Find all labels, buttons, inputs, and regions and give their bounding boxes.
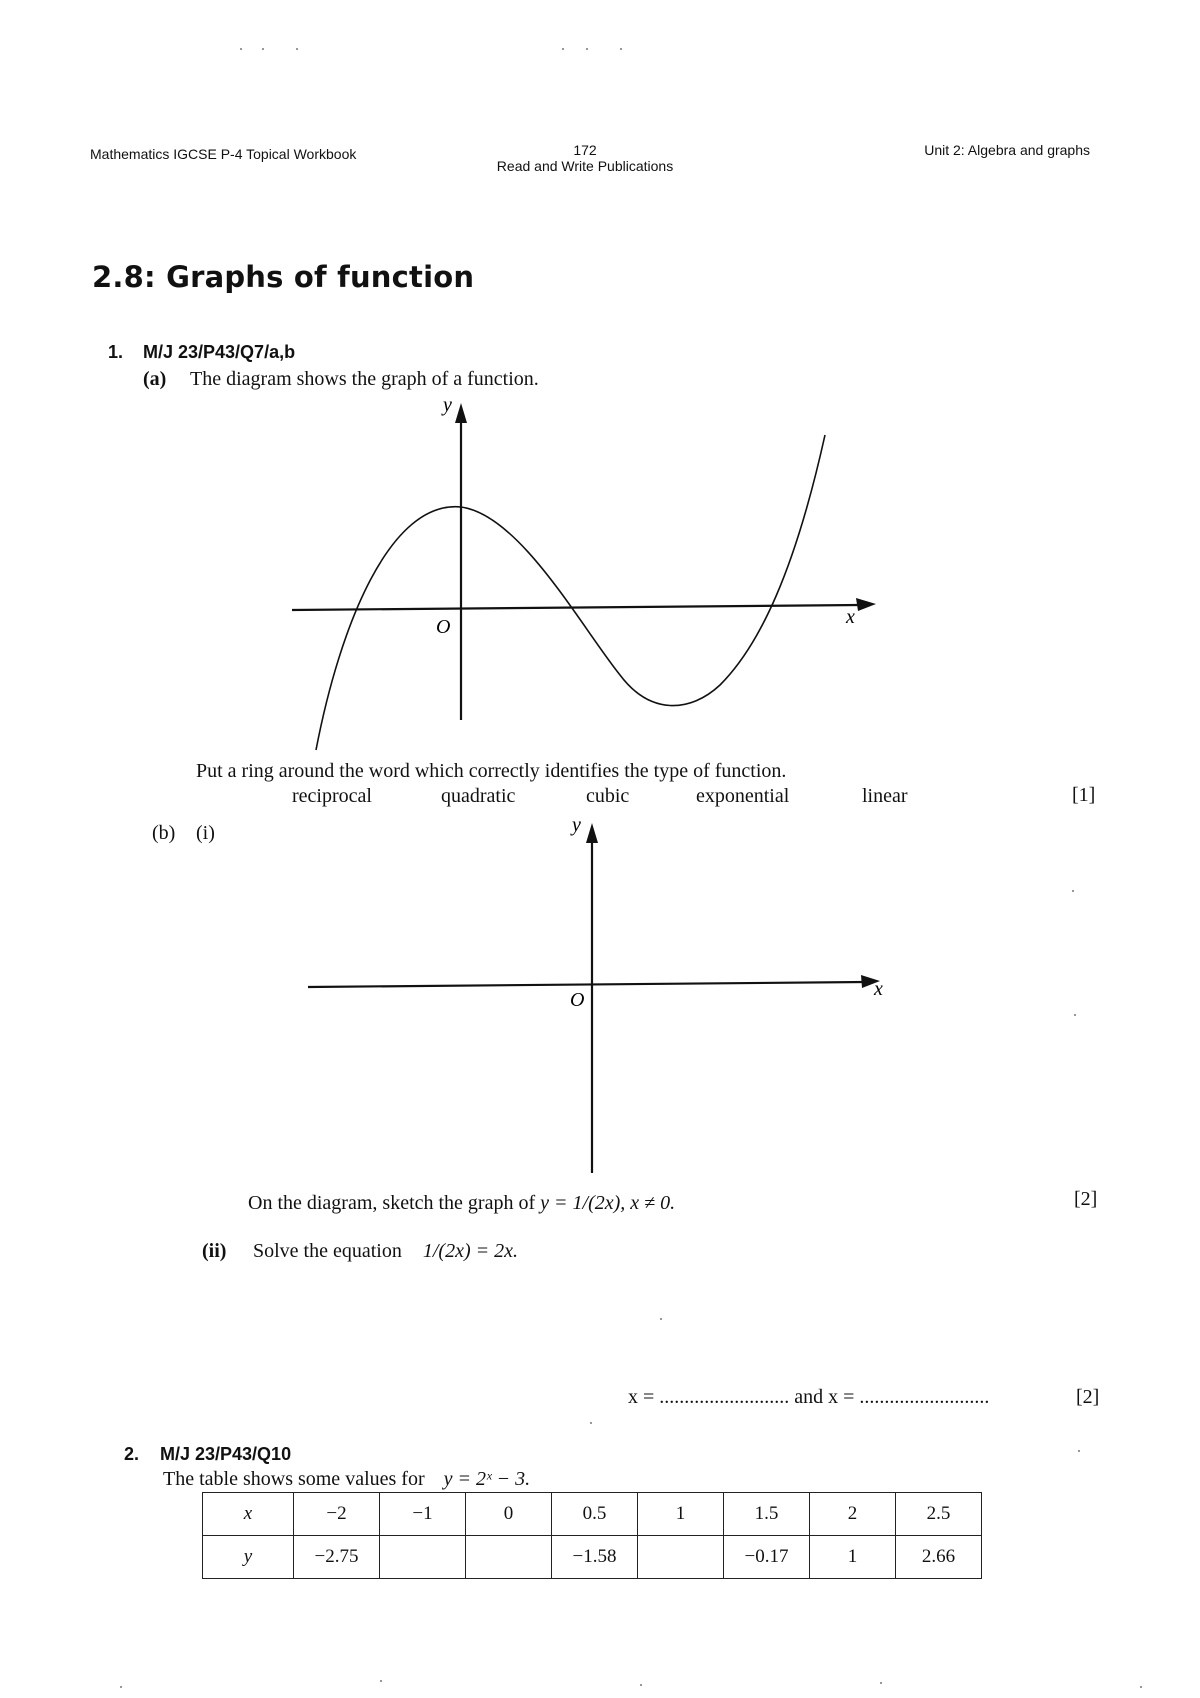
scan-speck (296, 48, 298, 50)
q1-part-a-text: The diagram shows the graph of a function. (190, 368, 539, 390)
q1-part-a-label: (a) (143, 368, 167, 390)
q1-part-bii-label: (ii) (202, 1240, 227, 1262)
table-header-x: x (203, 1493, 294, 1536)
graph-b-origin-label: O (570, 989, 585, 1011)
table-row-x (203, 1493, 982, 1536)
table-cell-x: 2.5 (896, 1493, 982, 1536)
cubic-graph (280, 395, 900, 760)
table-cell-x: 1.5 (724, 1493, 810, 1536)
q2-reference: M/J 23/P43/Q10 (160, 1444, 292, 1464)
scan-speck (590, 1422, 592, 1424)
table-row-y (203, 1536, 982, 1579)
table-cell-x: −1 (380, 1493, 466, 1536)
scan-speck (380, 1680, 382, 1682)
page-number: 172 (573, 142, 597, 158)
section-title: 2.8: Graphs of function (92, 260, 475, 294)
scan-speck (120, 1686, 122, 1688)
scan-speck (562, 48, 564, 50)
q2-equation: y = 2ˣ − 3. (443, 1468, 531, 1490)
q1-part-b-label: (b) (152, 822, 176, 844)
q1-instruction: Put a ring around the word which correctly identifies the type of function. (196, 760, 787, 782)
q1-bi-prompt: On the diagram, sketch the graph of (248, 1192, 541, 1214)
scan-speck (660, 1318, 662, 1320)
q2-number: 2. (124, 1444, 140, 1464)
q1-bii-equation: 1/(2x) = 2x. (422, 1240, 518, 1262)
scan-speck (620, 48, 622, 50)
q1-bii-marks: [2] (1076, 1386, 1100, 1408)
q1-bii-prompt: Solve the equation (253, 1240, 402, 1262)
option-cubic[interactable]: cubic (586, 785, 630, 807)
q2-intro-text: The table shows some values for (163, 1468, 425, 1490)
graph-a-curve (316, 435, 825, 750)
option-exponential[interactable]: exponential (696, 785, 790, 807)
table-cell-y[interactable] (380, 1536, 466, 1579)
scan-speck (640, 1684, 642, 1686)
table-cell-y[interactable]: −1.58 (552, 1536, 638, 1579)
values-table (202, 1492, 982, 1579)
q1-part-bi-label: (i) (196, 822, 215, 844)
graph-b-y-label: y (572, 815, 581, 836)
q1-a-marks: [1] (1072, 784, 1096, 806)
q1-number: 1. (108, 342, 124, 362)
scan-speck (1074, 1014, 1076, 1016)
q1-answer-line[interactable]: x = .......................... and x = .......................... (628, 1386, 990, 1408)
table-cell-y[interactable] (638, 1536, 724, 1579)
scan-speck (1072, 890, 1074, 892)
graph-a-x-arrow (856, 598, 876, 611)
header-center (460, 142, 710, 174)
scan-speck (240, 48, 242, 50)
table-cell-x: 0.5 (552, 1493, 638, 1536)
q1-reference: M/J 23/P43/Q7/a,b (143, 342, 296, 362)
q1-bi-equation: y = 1/(2x), x ≠ 0. (540, 1192, 676, 1214)
option-reciprocal[interactable]: reciprocal (292, 785, 372, 807)
table-cell-y[interactable]: 2.66 (896, 1536, 982, 1579)
table-cell-x: 2 (810, 1493, 896, 1536)
table-cell-y[interactable] (466, 1536, 552, 1579)
table-cell-x: −2 (294, 1493, 380, 1536)
graph-b-x-axis (308, 982, 865, 987)
option-linear[interactable]: linear (862, 785, 908, 807)
graph-a-x-label: x (846, 606, 855, 628)
scan-speck (586, 48, 588, 50)
q1-bi-marks: [2] (1074, 1188, 1098, 1210)
table-cell-y[interactable]: 1 (810, 1536, 896, 1579)
blank-axes-graph (300, 815, 900, 1180)
table-cell-x: 1 (638, 1493, 724, 1536)
scan-speck (880, 1682, 882, 1684)
graph-b-x-label: x (874, 978, 883, 1000)
graph-a-y-label: y (443, 395, 452, 416)
graph-a-y-arrow (455, 403, 467, 423)
scan-speck (1140, 1686, 1142, 1688)
q1-bi-text (248, 1192, 675, 1215)
q2-intro (163, 1468, 530, 1491)
table-cell-y[interactable]: −2.75 (294, 1536, 380, 1579)
q1-bii-text (253, 1240, 518, 1263)
graph-a-x-axis (292, 605, 860, 610)
scan-speck (262, 48, 264, 50)
table-header-y: y (203, 1536, 294, 1579)
table-cell-x: 0 (466, 1493, 552, 1536)
header-unit: Unit 2: Algebra and graphs (924, 142, 1090, 158)
scan-speck (1078, 1450, 1080, 1452)
header-publisher: Read and Write Publications (496, 158, 674, 174)
header-book-title: Mathematics IGCSE P-4 Topical Workbook (90, 146, 357, 162)
table-cell-y[interactable]: −0.17 (724, 1536, 810, 1579)
graph-a-origin-label: O (436, 616, 451, 638)
option-quadratic[interactable]: quadratic (441, 785, 516, 807)
graph-b-y-arrow (586, 823, 598, 843)
